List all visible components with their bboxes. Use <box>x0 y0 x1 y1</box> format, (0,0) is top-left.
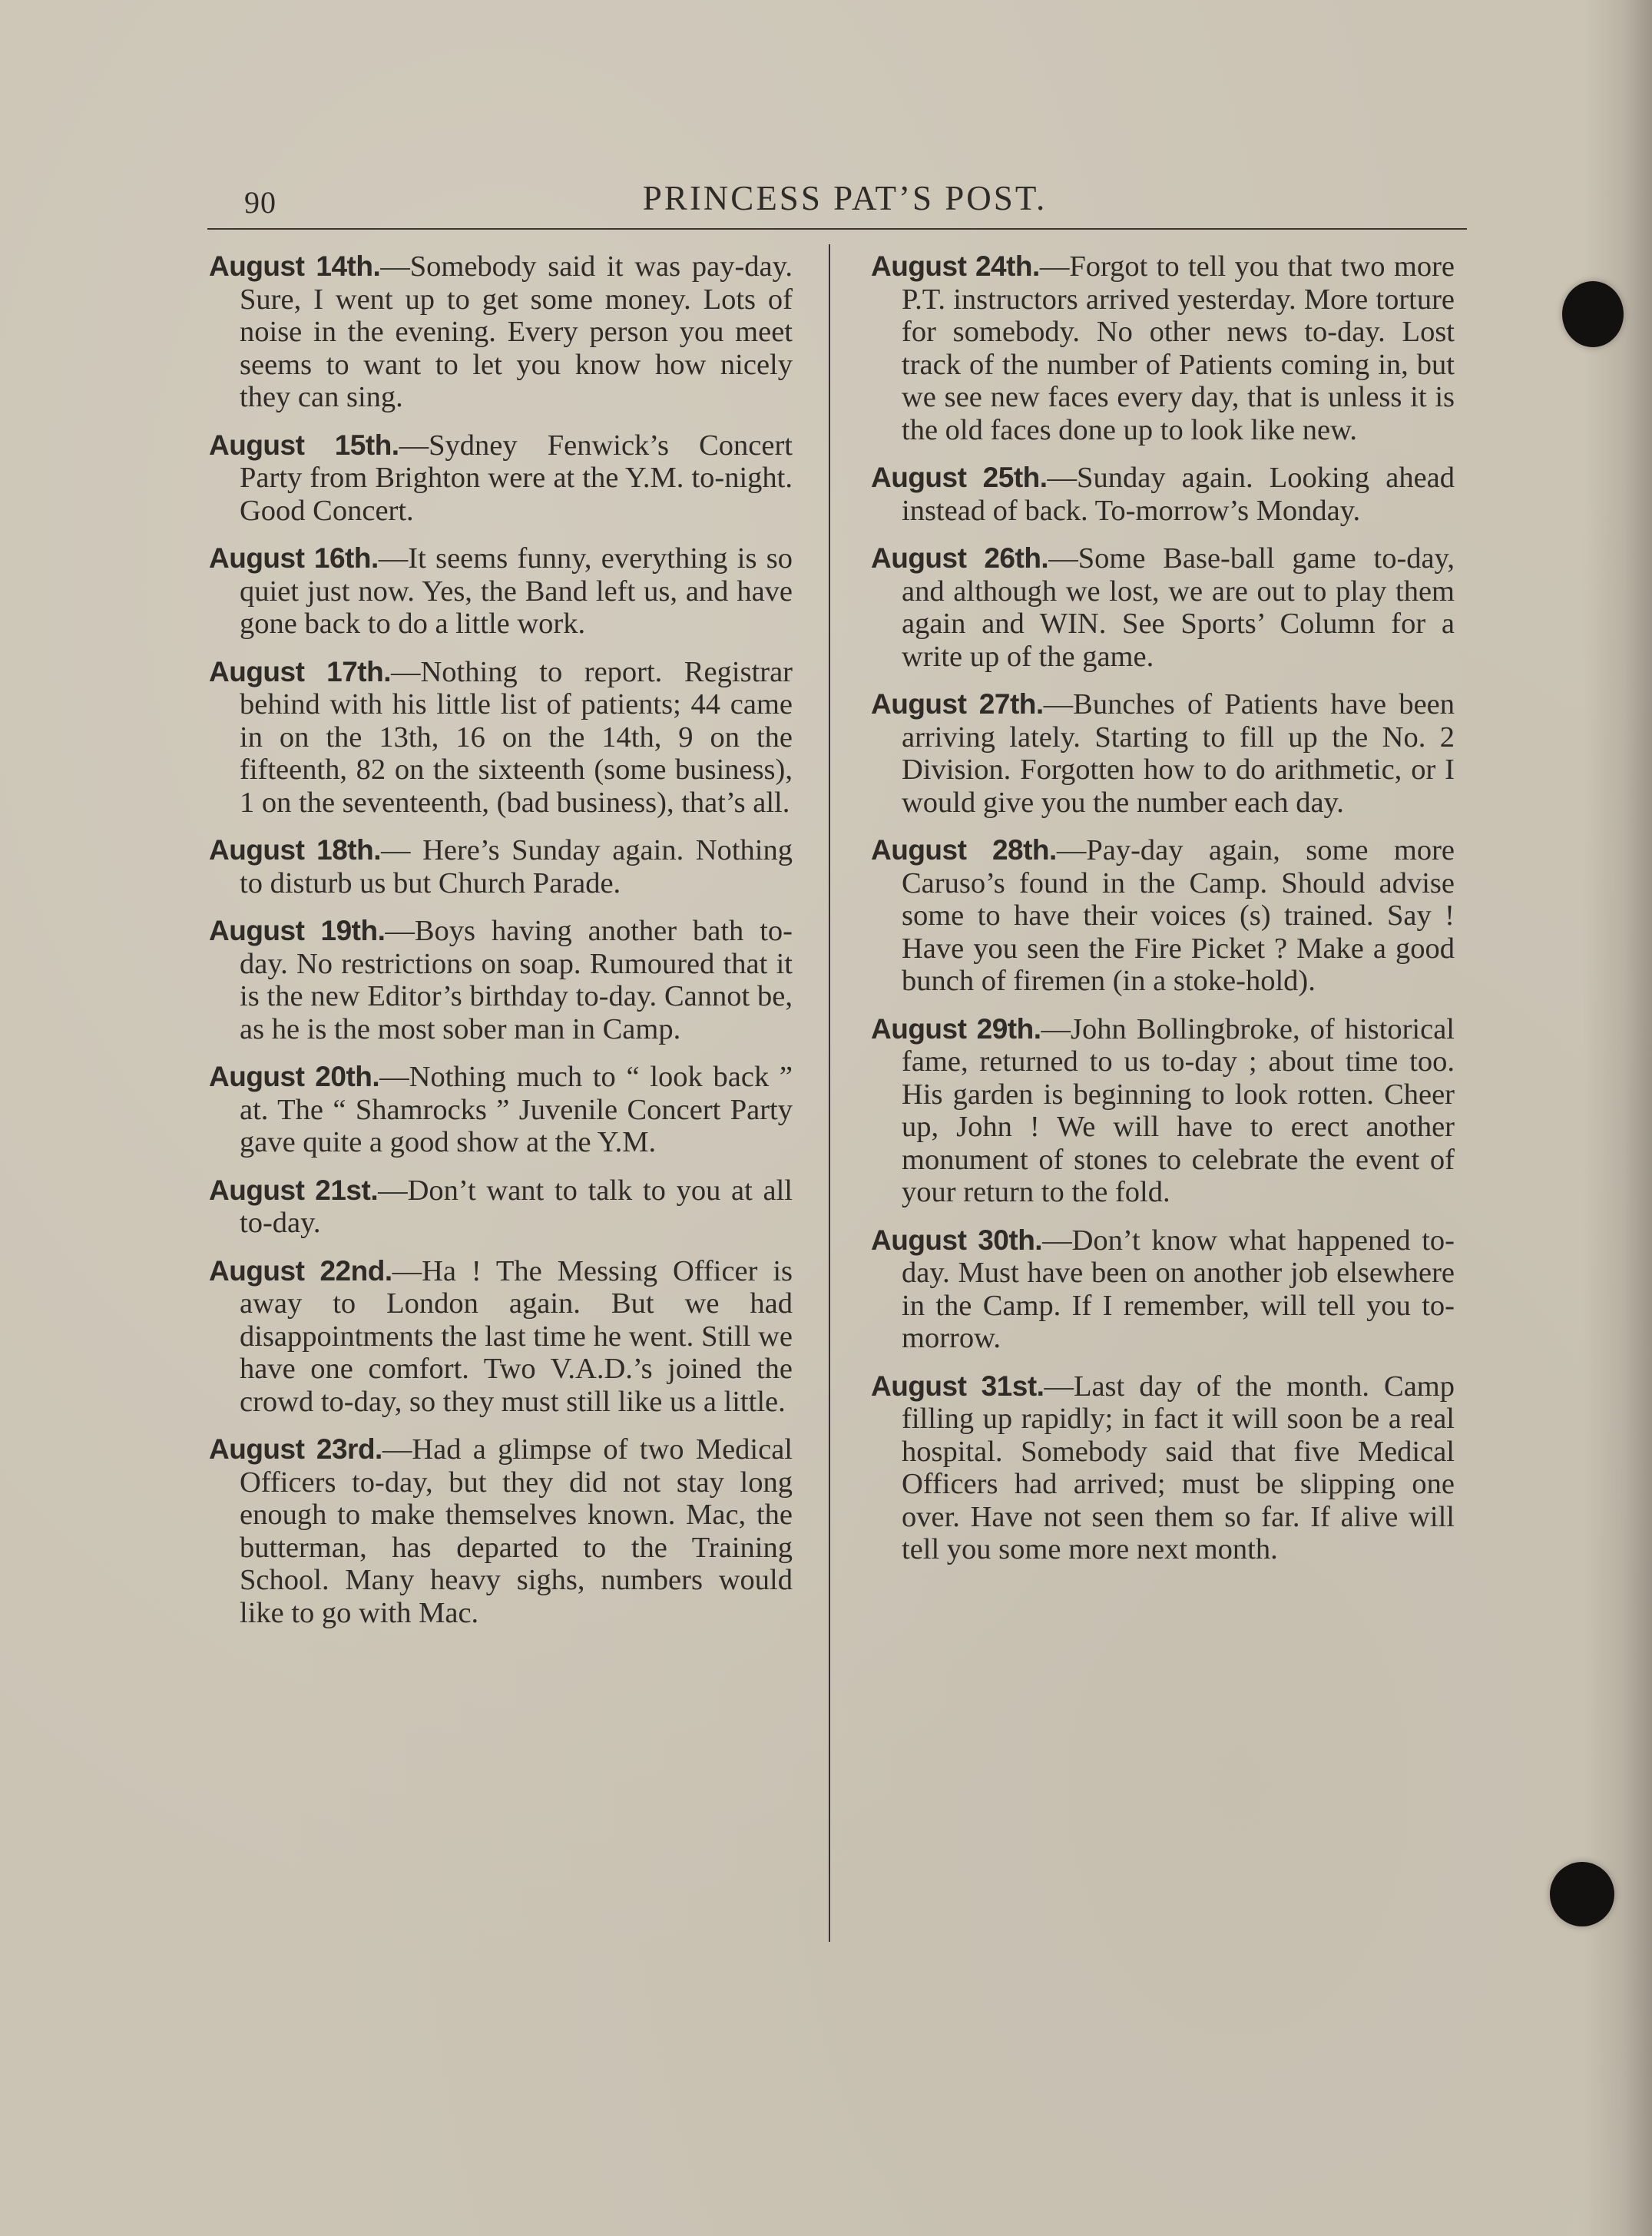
entry-date: August 24th. <box>871 250 1040 282</box>
entry-text: —Sydney Fenwick’s Concert Party from Brighton were at the Y.M. to-night. Good Concert. <box>240 429 793 527</box>
entry-text: —John Bollingbroke, of historical fame, returned to us to-day ; about time too. His garden is beginning to look rotten. Cheer up, John ! We will have to erect another monument of stones to celebrate the event of your return to the fold. <box>902 1012 1455 1208</box>
diary-entry-august-19 <box>209 915 793 1045</box>
column-divider <box>829 244 830 1942</box>
entry-date: August 18th. <box>209 834 382 866</box>
entry-date: August 31st. <box>871 1370 1045 1402</box>
diary-entry-august-27 <box>871 688 1455 819</box>
entry-text: —Somebody said it was pay-day. Sure, I went up to get some money. Lots of noise in the evening. Every person you meet seems to want to let you know how nicely they can sing. <box>240 250 793 413</box>
entry-text: — Here’s Sunday again. Nothing to disturb us but Church Parade. <box>240 834 793 899</box>
left-column <box>209 250 793 1645</box>
entry-text: —Last day of the month. Camp filling up rapidly; in fact it will soon be a real hospital. Somebody said that five Medical Officers had arrived; must be slipping one over. Have not seen them so far. If alive will tell you some more next month. <box>902 1370 1455 1565</box>
entry-date: August 25th. <box>871 462 1048 493</box>
entry-date: August 20th. <box>209 1061 380 1092</box>
entry-date: August 15th. <box>209 429 399 461</box>
diary-entry-august-28 <box>871 834 1455 998</box>
entry-text: —Some Base-ball game to-day, and although we lost, we are out to play them again and WIN. See Sports’ Column for a write up of the game. <box>902 542 1455 673</box>
diary-entry-august-16 <box>209 542 793 641</box>
entry-date: August 19th. <box>209 915 386 946</box>
page-number: 90 <box>244 185 276 220</box>
entry-text: —Had a glimpse of two Medical Officers to-day, but they did not stay long enough to make themselves known. Mac, the butterman, has departed to the Training School. Many heavy sighs, numbers would like to go with Mac. <box>240 1433 793 1629</box>
entry-date: August 22nd. <box>209 1254 392 1287</box>
entry-text: —Sunday again. Looking ahead instead of back. To-morrow’s Monday. <box>902 462 1455 527</box>
diary-entry-august-15 <box>209 429 793 528</box>
entry-text: —Bunches of Patients have been arriving lately. Starting to fill up the No. 2 Division. Forgotten how to do arithmetic, or I would give you the number each day. <box>902 688 1455 819</box>
diary-entry-august-14 <box>209 250 793 414</box>
diary-entry-august-26 <box>871 542 1455 673</box>
entry-text: —Don’t want to talk to you at all to-day. <box>240 1174 793 1239</box>
punch-hole-bottom <box>1550 1862 1614 1926</box>
entry-text: —Ha ! The Messing Officer is away to London again. But we had disappointments the last time he went. Still we have one comfort. Two V.A.D.’s joined the crowd to-day, so they must still like us a little. <box>240 1254 793 1418</box>
entry-date: August 21st. <box>209 1174 379 1206</box>
header-rule <box>207 228 1467 230</box>
entry-text: —Forgot to tell you that two more P.T. instructors arrived yesterday. More torture for somebody. No other news to-day. Lost track of the number of Patients coming in, but we see new faces every day, that is unless it is the old faces done up to look like new. <box>902 250 1455 446</box>
entry-text: —Nothing to report. Registrar behind with his little list of patients; 44 came in on the 13th, 16 on the 14th, 9 on the fifteenth, 82 on the sixteenth (some business), 1 on the seventeenth, (bad business), that’s all. <box>240 655 793 819</box>
punch-hole-top <box>1562 281 1624 347</box>
entry-text: —It seems funny, everything is so quiet just now. Yes, the Band left us, and have gone back to do a little work. <box>240 542 793 640</box>
diary-entry-august-17 <box>209 656 793 820</box>
entry-date: August 26th. <box>871 542 1049 574</box>
entry-date: August 28th. <box>871 834 1057 866</box>
diary-entry-august-21 <box>209 1174 793 1240</box>
diary-entry-august-24 <box>871 250 1455 446</box>
diary-entry-august-18 <box>209 834 793 899</box>
entry-text: —Nothing much to “ look back ” at. The “ Shamrocks ” Juvenile Concert Party gave quite a good show at the Y.M. <box>240 1061 793 1158</box>
entry-text: —Boys having another bath to-day. No restrictions on soap. Rumoured that it is the new Editor’s birthday to-day. Cannot be, as he is the most sober man in Camp. <box>240 915 793 1045</box>
entry-date: August 29th. <box>871 1012 1041 1045</box>
entry-date: August 16th. <box>209 542 379 574</box>
right-column <box>871 250 1455 1582</box>
diary-entry-august-25 <box>871 462 1455 527</box>
diary-entry-august-30 <box>871 1224 1455 1355</box>
entry-date: August 27th. <box>871 688 1044 720</box>
diary-entry-august-29 <box>871 1013 1455 1209</box>
diary-entry-august-22 <box>209 1255 793 1419</box>
diary-entry-august-20 <box>209 1061 793 1159</box>
diary-entry-august-23 <box>209 1433 793 1629</box>
entry-text: —Pay-day again, some more Caruso’s found in the Camp. Should advise some to have their voices (s) trained. Say ! Have you seen the Fire Picket ? Make a good bunch of firemen (in a stoke-hold). <box>902 834 1455 997</box>
entry-date: August 23rd. <box>209 1433 382 1465</box>
entry-date: August 14th. <box>209 250 381 282</box>
diary-entry-august-31 <box>871 1370 1455 1566</box>
page-title: PRINCESS PAT’S POST. <box>642 179 1048 217</box>
entry-text: —Don’t know what happened to-day. Must have been on another job elsewhere in the Camp. If I remember, will tell you to-morrow. <box>902 1224 1455 1354</box>
entry-date: August 17th. <box>209 655 391 687</box>
entry-date: August 30th. <box>871 1224 1043 1256</box>
